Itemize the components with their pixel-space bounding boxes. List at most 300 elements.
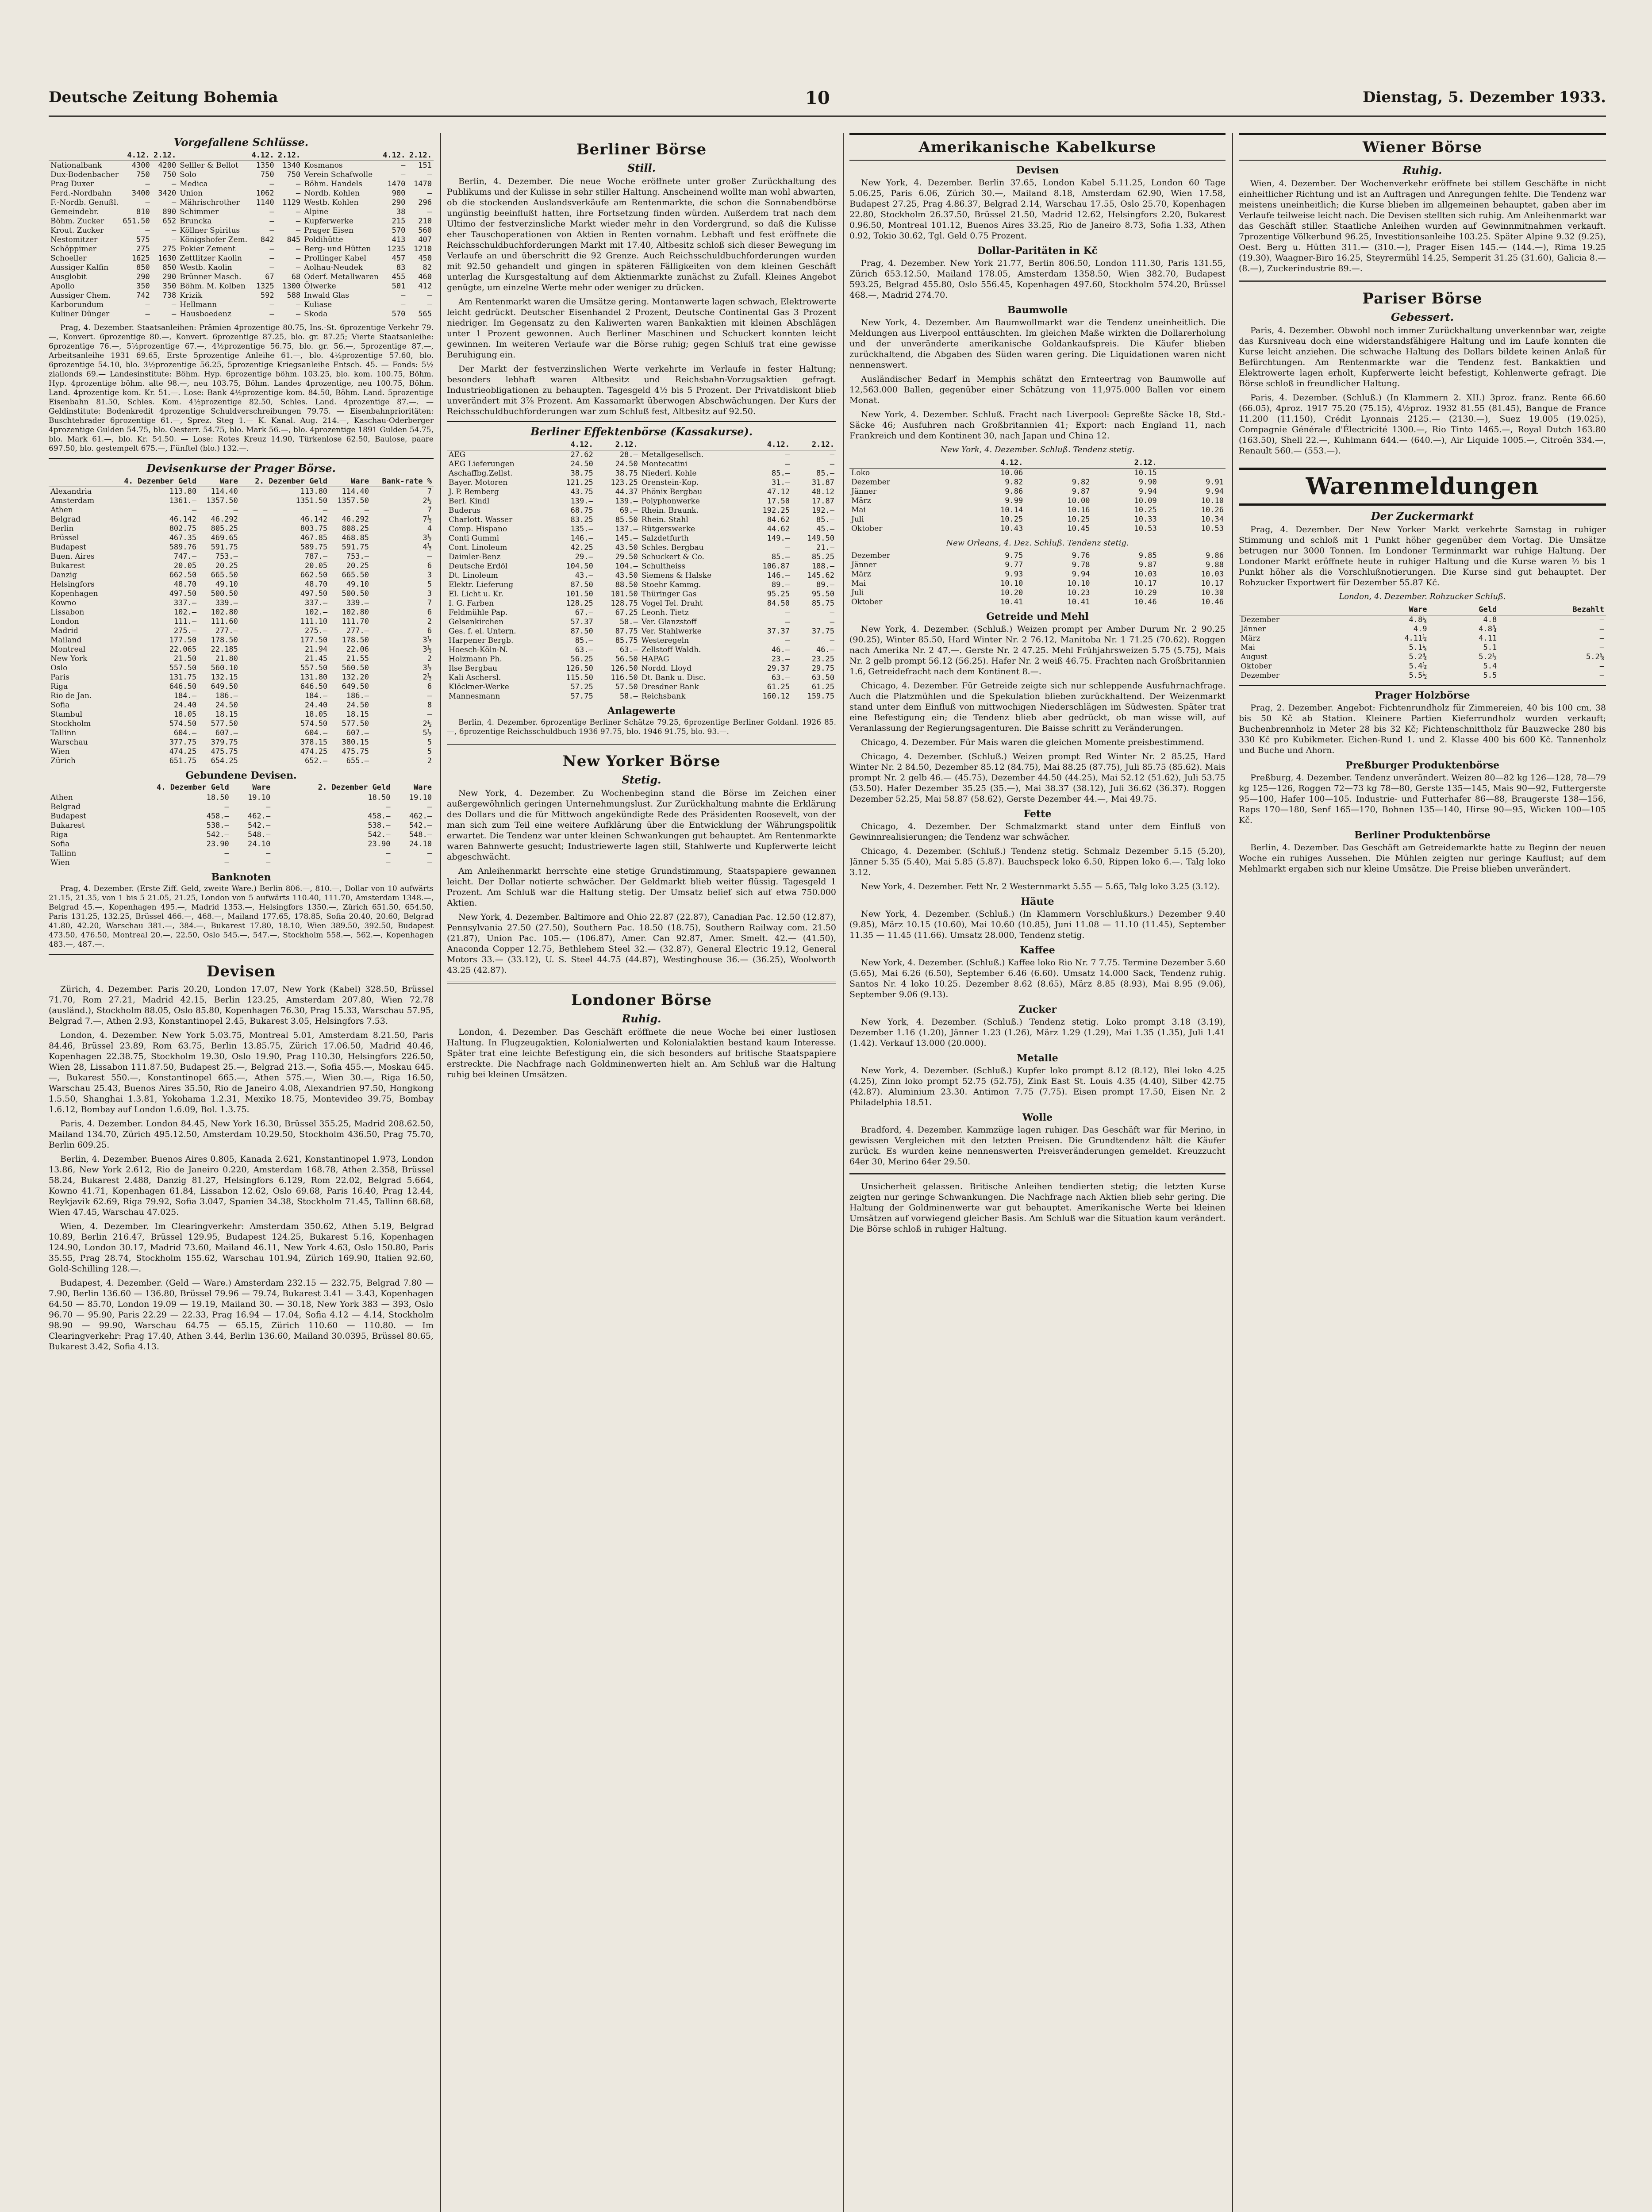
table-cell: 9.94 xyxy=(1072,570,1090,579)
table-cell: Kuliase xyxy=(304,300,332,309)
table-cell: Schultheiss xyxy=(641,562,685,571)
table-row xyxy=(849,524,1226,534)
table-cell: 10.20 xyxy=(1000,588,1023,597)
section-heading: Wolle xyxy=(1022,1112,1053,1123)
table-cell: Helsingfors xyxy=(50,580,95,589)
table-cell: Orenstein-Kop. xyxy=(641,478,699,487)
table-cell: 742 xyxy=(136,291,150,300)
table-cell: Skoda xyxy=(304,310,328,319)
table-cell: 95.50 xyxy=(811,590,834,599)
table-cell: 10.26 xyxy=(1201,506,1224,515)
table-cell: Elektr. Lieferung xyxy=(449,580,514,589)
table-cell: — xyxy=(269,245,274,253)
table-cell: 10.16 xyxy=(1067,506,1090,515)
table-cell: London xyxy=(50,617,79,626)
table-row xyxy=(49,617,434,626)
table-cell: — xyxy=(427,207,432,216)
table-cell: 380.15 xyxy=(342,738,369,747)
table-row xyxy=(849,478,1226,487)
table-cell: 577.50 xyxy=(342,719,369,728)
table-cell: 1470 xyxy=(414,180,432,188)
table-row xyxy=(447,525,836,534)
table-cell: 5.2⅝ xyxy=(1586,653,1604,661)
table-cell: — xyxy=(269,254,274,263)
table-header xyxy=(1239,605,1606,615)
column-header: Ware xyxy=(392,783,434,793)
table-cell: 10.33 xyxy=(1134,515,1157,524)
table-cell xyxy=(1429,615,1439,625)
table-cell: 665.50 xyxy=(211,571,238,580)
table-cell xyxy=(1498,625,1508,634)
table-cell: 592 xyxy=(260,291,274,300)
table-cell: Reichsbank xyxy=(641,692,686,701)
table-cell: 128.25 xyxy=(566,599,593,608)
table-cell: 296 xyxy=(418,198,432,207)
table-cell: Juli xyxy=(851,588,864,597)
column-header xyxy=(1025,458,1091,469)
table-header xyxy=(447,440,836,450)
table-cell: 652 xyxy=(162,217,177,226)
table-cell: Ausglobit xyxy=(50,273,87,281)
table-cell xyxy=(1498,615,1508,625)
table-cell: 5.2¾ xyxy=(1409,653,1427,661)
table-cell: Polyphonwerke xyxy=(641,497,700,506)
table-cell: 9.91 xyxy=(1206,478,1224,487)
table-cell: 89.— xyxy=(772,580,790,589)
column-header xyxy=(302,150,381,161)
table-cell: 87.75 xyxy=(615,627,638,636)
table-cell: Oktober xyxy=(1241,662,1272,671)
table-cell: 104.50 xyxy=(566,562,593,571)
article-text: Prag, 2. Dezember. Angebot: Fichtenrundholz für Zimmereien, 40 bis 100 cm, 38 bis 50 Kč ab Station. Kleinere Partien Kieferrundholz wurden verkauft; Buchenbrennholz in Meter 28 bis 32 Kč; Fichtenschnittholz für Bauzwecke 280 bis 330 Kč pro Kubikmeter. Eichen-Rund 1. und 2. Klasse 400 bis 600 Kč. Tannenholz und Buche und Ahorn. xyxy=(1239,703,1606,755)
section-subheading: Still. xyxy=(627,161,656,174)
column-header: Bezahlt xyxy=(1508,605,1606,615)
table-cell: 137.— xyxy=(615,525,638,534)
table-row xyxy=(49,636,434,645)
table-cell: Mailand xyxy=(50,636,82,645)
table-caption: London, 4. Dezember. Rohzucker Schluß. xyxy=(1339,592,1506,601)
page-number: 10 xyxy=(805,88,830,108)
table-cell: El. Licht u. Kr. xyxy=(449,590,504,599)
section-heading: Berliner Börse xyxy=(576,141,707,158)
table-row xyxy=(447,599,836,608)
divider xyxy=(447,421,836,422)
table-cell: 10.34 xyxy=(1201,515,1224,524)
table-cell: — xyxy=(233,506,238,515)
section-subheading: Gebessert. xyxy=(1391,311,1454,323)
table-cell: Nordd. Lloyd xyxy=(641,664,692,673)
table-cell: Stockholm xyxy=(50,719,91,728)
table-cell: — xyxy=(1599,615,1604,624)
table-cell: Deutsche Erdöl xyxy=(449,562,508,571)
issue-date: Dienstag, 5. Dezember 1933. xyxy=(1362,88,1606,106)
table-cell: 542.— xyxy=(409,821,432,830)
table-cell: 24.50 xyxy=(346,701,369,710)
table-cell: 10.25 xyxy=(1000,515,1023,524)
table-cell: 890 xyxy=(162,207,177,216)
table-row xyxy=(1239,662,1606,671)
table-cell: 651.50 xyxy=(123,217,150,226)
table-cell: Stambul xyxy=(50,710,83,719)
table-cell: 10.41 xyxy=(1067,598,1090,607)
table-cell: 652.— xyxy=(304,757,328,765)
table-cell: 1625 xyxy=(131,254,150,263)
table-cell: — xyxy=(323,506,328,515)
table-row xyxy=(49,654,434,664)
table-cell: 56.25 xyxy=(570,655,593,664)
table-cell: 9.86 xyxy=(1005,487,1023,496)
column-header xyxy=(1159,458,1226,469)
article-text: New York, 4. Dezember. Berlin 37.65, London Kabel 5.11.25, London 60 Tage 5.06.25, Paris 6.06, Zürich 30.—, Mailand 8.18, Amsterdam 62.90, Wien 17.58, Budapest 27.25, Prag 4.86.37, Belgrad 2.14, Warschau 17.55, Oslo 25.70, Kopenhagen 22.80, Stockholm 26.37.50, Brüssel 21.50, Madrid 12.62, Helsingfors 2.20, Bukarest 0.96.50, Montreal 101.12, Buenos Aires 33.25, Rio de Janeiro 8.73, Sofia 1.33, Athen 0.92, Tokio 30.62, Tgl. Geld 0.75 Prozent. xyxy=(849,178,1226,241)
table-cell: — xyxy=(269,300,274,309)
column-header: 2.12. xyxy=(407,150,434,161)
table-cell: Leonh. Tietz xyxy=(641,608,689,617)
column-header: 2.12. xyxy=(1092,458,1159,469)
table-row xyxy=(49,738,434,747)
table-cell: 604.— xyxy=(304,729,328,737)
table-cell: 1350 xyxy=(256,161,274,170)
table-header xyxy=(49,476,434,487)
table-cell: 455 xyxy=(392,273,406,281)
table-cell: 128.75 xyxy=(611,599,638,608)
table-cell: 21.80 xyxy=(215,654,238,663)
table-cell: 132.15 xyxy=(211,673,238,682)
article-paragraph: Zürich, 4. Dezember. Paris 20.20, London 17.07, New York (Kabel) 328.50, Brüssel 71.70, Rom 27.21, Madrid 42.15, Berlin 123.25, Amsterdam 207.80, Wien 72.78 (ausländ.), Stockholm 88.05, Oslo 85.80, Kopenhagen 76.30, Prag 15.33, Warschau 57.95, Belgrad 7.—, Athen 2.93, Konstantinopel 2.45, Bukarest 3.05, Helsingfors 7.53. xyxy=(49,984,434,1026)
table-cell: 192.25 xyxy=(762,506,790,515)
article-paragraph: Chicago, 4. Dezember. (Schluß.) Weizen prompt Red Winter Nr. 2 85.25, Hard Winter Nr. 2 84.50, Dezember 85.12 (84.75), Mai 88.25 (87.75), Juli 85.75 (85.62). Mais prompt Nr. 2 gelb 46.— (45.75), Dezember 44.50 (44.25), Mai 52.12 (51.62), Juli 53.75 (53.50). Hafer Dezember 35.25 (35.—), Mai 38.37 (38.12), Juli 36.62 (36.37). Roggen Dezember 52.25, Mai 58.87 (58.62), Gerste Dezember 44.—, Mai 49.75. xyxy=(849,752,1226,804)
table-cell: Holzmann Ph. xyxy=(449,655,502,664)
cotton-table xyxy=(849,458,1226,534)
table-cell: 87.50 xyxy=(570,627,593,636)
table-cell: 159.75 xyxy=(807,692,834,701)
column-2 xyxy=(447,133,836,2212)
article-paragraph: London, 4. Dezember. New York 5.03.75, Montreal 5.01, Amsterdam 8.21.50, Paris 84.46, Brüssel 23.89, Rom 63.75, Berlin 13.85.75, Zürich 17.06.50, Madrid 40.46, Kopenhagen 22.38.75, Stockholm 19.30, Oslo 19.90, Prag 110.30, Helsingfors 226.50, Wien 28, Lissabon 111.87.50, Budapest 25.—, Belgrad 213.—, Sofia 455.—, Moskau 645.—, Bukarest 550.—, Konstantinopel 665.—, Athen 575.—, Wien 30.—, Riga 16.50, Warschau 25.43, Buenos Aires 35.50, Rio de Janeiro 4.08, Alexandrien 97.50, Hongkong 1.5.50, Shanghai 1.3.81, Yokohama 1.2.31, Mexiko 18.75, Montevideo 39.75, Bombay 1.6.12, Bombay auf London 1.6.09, Bol. 1.3.75. xyxy=(49,1030,434,1114)
column-header: 2. Dezember Geld xyxy=(240,476,329,487)
table-cell: 18.05 xyxy=(304,710,328,719)
table-cell: 560.50 xyxy=(342,664,369,672)
table-cell: 9.75 xyxy=(1005,551,1023,560)
table-cell: 5.5½ xyxy=(1409,671,1427,680)
divider xyxy=(49,458,434,459)
table-cell: 111.— xyxy=(173,617,197,626)
table-row xyxy=(447,543,836,553)
table-cell: 574.50 xyxy=(300,719,328,728)
table-cell: 10.09 xyxy=(1134,496,1157,505)
table-cell: 85.— xyxy=(575,636,593,645)
column-header: 4.12. xyxy=(958,458,1025,469)
table-cell: 149.50 xyxy=(807,534,834,543)
table-cell: 337.— xyxy=(173,599,197,607)
table-cell: Pokier Zement xyxy=(180,245,236,253)
table-cell: — xyxy=(785,543,790,552)
securities-table xyxy=(447,440,836,701)
table-cell: 4.11 xyxy=(1479,634,1497,643)
section-subheading: Ruhig. xyxy=(622,1012,661,1025)
table-row xyxy=(849,588,1226,598)
table-row xyxy=(447,571,836,580)
table-cell: — xyxy=(401,300,406,309)
table-cell: — xyxy=(427,189,432,198)
section-heading: Prager Holzbörse xyxy=(1375,690,1470,701)
table-row xyxy=(447,608,836,618)
table-cell: — xyxy=(364,506,369,515)
article-text: New York, 4. Dezember. (Schluß.) Kupfer loko prompt 8.12 (8.12), Blei loko 4.25 (4.25), Zinn loko prompt 52.75 (52.75), Zink East St. Louis 4.35 (4.40), Silber 42.75 (42.87). Aluminium 23.30. Antimon 7.75 (7.75). Eisen prompt 17.50, Eisen Nr. 2 Philadelphia 18.51. xyxy=(849,1066,1226,1107)
table-cell: 750 xyxy=(136,170,150,179)
table-cell: Ölwerke xyxy=(304,282,336,291)
table-row xyxy=(447,478,836,488)
table-cell: 5.4 xyxy=(1483,662,1497,671)
table-cell: Thüringer Gas xyxy=(641,590,697,599)
column-header: 4.12. xyxy=(121,150,152,161)
section-heading: Metalle xyxy=(1017,1052,1058,1064)
table-cell: 43.— xyxy=(575,571,593,580)
table-cell: 588 xyxy=(287,291,301,300)
table-cell: 89.— xyxy=(816,580,834,589)
table-cell: 27.62 xyxy=(570,450,593,459)
table-cell: 19.10 xyxy=(248,793,271,802)
table-cell: 68.75 xyxy=(570,506,593,515)
table-cell: Apollo xyxy=(50,282,75,291)
table-cell: 21.55 xyxy=(346,654,369,663)
table-cell: 850 xyxy=(136,263,150,272)
table-cell: 462.— xyxy=(248,812,271,821)
table-cell: 149.— xyxy=(767,534,790,543)
table-cell: 57.75 xyxy=(570,692,593,701)
table-cell: 810 xyxy=(136,207,150,216)
table-cell: — xyxy=(296,310,301,319)
table-cell: Oktober xyxy=(851,524,883,533)
table-cell: — xyxy=(145,300,150,309)
table-cell: 23.— xyxy=(772,655,790,664)
table-cell: 5½ xyxy=(423,729,432,737)
table-cell: 413 xyxy=(392,235,406,244)
table-cell: 111.60 xyxy=(211,617,238,626)
table-cell: Königshofer Zem. xyxy=(180,235,248,244)
article-paragraph: Berlin, 4. Dezember. Buenos Aires 0.805, Kanada 2.621, Konstantinopel 1.973, London 13.86, New York 2.612, Rio de Janeiro 0.220, Amsterdam 168.78, Athen 2.358, Brüssel 58.24, Bukarest 2.488, Danzig 81.27, Helsingfors 6.129, Rom 22.02, Belgrad 5.664, Kowno 41.71, Kopenhagen 61.84, Lissabon 12.62, Oslo 69.68, Paris 16.40, Prag 12.44, Reykjavik 62.69, Riga 79.92, Sofia 3.047, Spanien 34.38, Stockholm 71.45, Tallinn 68.68, Wien 47.45, Warschau 47.025. xyxy=(49,1154,434,1217)
article-paragraph: Chicago, 4. Dezember. Für Getreide zeigte sich nur schleppende Ausfuhrnachfrage. Auch die Platzmühlen und die Spekulation blieben zurückhaltend. Der Weizenmarkt stand unter dem Einfluß von mittwochigen Niederschlägen im Südwesten. Später trat eine Befestigung ein; die Tendenz blieb aber gedrückt, ob man wisse will, auf Veranlassung der Regierungsagenturen. Die Baisse schritt zu Veränderungen. xyxy=(849,681,1226,733)
table-cell: Prollinger Kabel xyxy=(304,254,366,263)
section-heading: Getreide und Mehl xyxy=(986,611,1089,622)
table-cell: 3420 xyxy=(158,189,177,198)
table-cell: 84.50 xyxy=(767,599,790,608)
table-cell: Wien xyxy=(50,747,70,756)
table-cell: 23.90 xyxy=(206,840,229,849)
table-cell: 9.93 xyxy=(1005,570,1023,579)
column-header xyxy=(447,440,550,450)
table-row xyxy=(49,273,434,282)
table-cell: Nordb. Kohlen xyxy=(304,189,360,198)
table-cell: 43.75 xyxy=(570,488,593,496)
table-cell: — xyxy=(224,849,229,858)
table-cell: Belgrad xyxy=(50,515,81,524)
column-header: Ware xyxy=(198,476,240,487)
divider xyxy=(447,743,836,745)
table-row xyxy=(849,561,1226,570)
table-cell: — xyxy=(296,226,301,235)
table-cell: Budapest xyxy=(50,543,86,552)
table-cell: 5 xyxy=(427,747,432,756)
table-cell: 145.62 xyxy=(807,571,834,580)
article-paragraph: New York, 4. Dezember. (Schluß.) Weizen prompt per Amber Durum Nr. 2 90.25 (90.25), Winter 85.50, Hard Winter Nr. 2 76.12, Manitoba Nr. 1 71.25 (70.62). Roggen nach Amerika Nr. 2 47.—. Gerste Nr. 2 47.25. Mehl Frühjahrsweizen 5.75 (5.75), Mais Nr. 2 gelb prompt 56.12 (56.25). Hafer Nr. 2 weiß 46.75. Frachten nach Großbritannien 1.6, Getreidefracht nach dem Kontinent 8.—. xyxy=(849,624,1226,676)
table-cell: März xyxy=(851,496,871,505)
table-cell: 9.82 xyxy=(1005,478,1023,487)
table-cell: 3½ xyxy=(423,645,432,654)
article-text: Prag, 4. Dezember. Staatsanleihen: Prämien 4prozentige 80.75, Ins.-St. 6prozentige Verkehr 79.—, Konvert. 6prozentige 80.—, Konvert. 6prozentige 87.25, blo. gr. 87.25; Vierte Staatsanleihe: 6prozentige 76.—, 5½prozentige 67.—, 4½prozentige 56.75, blo. gr. 56.—, 5prozentige 87.—, Arbeitsanleihe 1931 69.65, Erste 5prozentige Anleihe 61.—, blo. 4½prozentige 57.60, blo. 6prozentige 54.10, blo. 3½prozentige 56.25, 5prozentige Kriegsanleihe Entsch. 45. — Fonds: 5½ ziallonds 69.— Landesinstitute: Böhm. Hyp. 6prozentige böhm. 103.25, blo. kom. 100.75, Böhm. Hyp. 4prozentige böhm. alte 98.—, neu 103.75, Böhm. Landes 4prozentige, neu 100.75, Böhm. Land. 4prozentige kom. Kr. 51.—. Lose: Bank 4½prozentige kom. 84.50, Böhm. Land. 5prozentige Eisenbahn 81.50, Schles. Kom. 4½prozentige 82.50, Schles. Land. 4prozentige 87.—. — Geldinstitute: Bodenkredit 4prozentige Schuldverschreibungen 79.75. — Eisenbahnprioritäten: Buschtehrader 6prozentige 61.—, Sprez. Steg 1.— K. Kanal. Aug. 214.—, Kaschau-Oderberger 4prozentige Gulden 54.75, blo. Oesterr. 54.75, blo. Mark 56.—, blo. 4prozentige 1891 Gulden 54.75, blo. Mark 61.—, blo. Kr. 54.50. — Lose: Rotes Kreuz 14.90, Türkenlose 62.50, Baulose, paare 697.50, blo. gestempelt 675.—, Fünftel (blo.) 132.—. xyxy=(49,323,434,453)
table-cell: Niederl. Kohle xyxy=(641,469,697,478)
table-cell: 58.— xyxy=(619,692,638,701)
table-row xyxy=(49,496,434,506)
table-row xyxy=(49,282,434,291)
table-cell: Athen xyxy=(50,506,73,515)
table-cell: 10.23 xyxy=(1067,588,1090,597)
table-cell: Riga xyxy=(50,682,68,691)
table-row xyxy=(49,180,434,189)
table-cell: 21.94 xyxy=(304,645,328,654)
table-cell: 542.— xyxy=(248,821,271,830)
table-cell: — xyxy=(269,310,274,319)
table-cell: Conti Gummi xyxy=(449,534,499,543)
table-cell: 10.14 xyxy=(1000,506,1023,515)
section-heading: Anlagewerte xyxy=(607,705,676,717)
table-cell: 10.17 xyxy=(1134,579,1157,588)
section-heading: Berliner Produktenbörse xyxy=(1354,830,1491,841)
table-cell: — xyxy=(296,254,301,263)
table-cell: — xyxy=(830,618,834,626)
table-cell: 19.10 xyxy=(409,793,432,802)
table-cell: 557.50 xyxy=(169,664,197,672)
table-cell: — xyxy=(1599,662,1604,671)
table-cell: 85.75 xyxy=(615,636,638,645)
table-cell: 121.25 xyxy=(566,478,593,487)
divider xyxy=(849,1173,1226,1175)
table-row xyxy=(849,487,1226,496)
table-cell: 275.— xyxy=(173,626,197,635)
table-cell: 9.90 xyxy=(1138,478,1157,487)
table-cell: — xyxy=(171,198,177,207)
table-cell: 1357.50 xyxy=(337,496,369,505)
article-text: Preßburg, 4. Dezember. Tendenz unverändert. Weizen 80—82 kg 126—128, 78—79 kg 125—126, Roggen 72—73 kg 78—80, Gerste 135—145, Mais 90—92, Futtergerste 95—100, Hafer 100—105. Industrie- und Futterhafer 86—88, Braugerste 138—156, Raps 170—180, Senf 165—170, Bohnen 135—140, Hirse 90—95, Wicken 100—105 Kč. xyxy=(1239,773,1606,825)
table-cell: Dezember xyxy=(851,551,890,560)
table-cell: 379.75 xyxy=(211,738,238,747)
table-cell: 4.11¼ xyxy=(1404,634,1427,643)
table-row xyxy=(49,487,434,497)
table-cell: 845 xyxy=(287,235,301,244)
table-row xyxy=(49,599,434,608)
table-cell: Salzdetfurth xyxy=(641,534,689,543)
table-cell: 2½ xyxy=(423,496,432,505)
section-subheading: Stetig. xyxy=(622,773,661,786)
table-cell xyxy=(1025,469,1091,478)
table-cell: Bruncka xyxy=(180,217,212,226)
table-cell: 44.62 xyxy=(767,525,790,534)
table-cell: Ges. f. el. Untern. xyxy=(449,627,516,636)
table-row xyxy=(447,618,836,627)
table-cell: — xyxy=(269,217,274,226)
table-cell: 82 xyxy=(423,263,432,272)
table-cell: Jänner xyxy=(1241,625,1266,634)
table-cell: 24.10 xyxy=(409,840,432,849)
article-text: Berlin, 4. Dezember. Das Geschäft am Getreidemarkte hatte zu Beginn der neuen Woche ein ruhiges Aussehen. Die Mühlen zeigten nur geringe Kauflust; auf dem Mehlmarkt ergaben sich nur kleine Umsätze. Die Preise blieben unverändert. xyxy=(1239,843,1606,874)
article-paragraph: Paris, 4. Dezember. Obwohl noch immer Zurückhaltung unverkennbar war, zeigte das Kursniveau doch eine widerstandsfähigere Haltung und im Laufe konnten die Kurse leicht anziehen. Die schwache Haltung des Dollars bildete keinen Anlaß für Befürchtungen. Am Rentenmarkte war die Tendenz fest. Bankaktien und Elektrowerte lagen erholt, Kupferwerte leicht befestigt, Kohlenwerte gefragt. Die Börse schloß in freundlicher Haltung. xyxy=(1239,326,1606,388)
table-cell: Rütgerswerke xyxy=(641,525,695,534)
table-cell: Montreal xyxy=(50,645,86,654)
table-cell: 787.— xyxy=(304,552,328,561)
table-cell: 277.— xyxy=(346,626,369,635)
table-cell: 3½ xyxy=(423,534,432,542)
table-cell: 450 xyxy=(418,254,432,263)
table-cell: 474.25 xyxy=(169,747,197,756)
table-cell: 9.94 xyxy=(1138,487,1157,496)
table-cell: — xyxy=(224,858,229,867)
table-cell: 570 xyxy=(392,310,406,319)
table-cell: 575 xyxy=(136,235,150,244)
table-cell: 646.50 xyxy=(169,682,197,691)
table-cell: 44.37 xyxy=(615,488,638,496)
article-paragraph: Berlin, 4. Dezember. Die neue Woche eröffnete unter großer Zurückhaltung des Publikums und der Kulisse in sehr stiller Haltung. Anscheinend wollte man wohl abwarten, ob die stockenden Auslandsverkäufe am Rentenmarkte, die schon die Sonnabendbörse ungünstig beeinflußt hatten, ihre Fortsetzung finden würden. Außerdem trat nach dem Ultimo der festverzinsliche Markt wieder mehr in den Vordergrund, so daß die Kulisse eher Tauschoperationen von Aktien in Renten vornahm. Lebhaft und fest eröffnete die Reichsschuldbuchforderungen Markt mit 17.40, Altbesitz schloß sich dieser Bewegung im Verlaufe an und überschritt die 92 Grenze. Auch Reichsschuldbuchforderungen wurden mit 92.50 gehandelt und gingen in späteren Fälligkeiten von dem kleinen Geschäft unterlag die Kursgestaltung auf dem Aktienmarkte zunächst zu Zufall. Kleines Angebot genügte, um einzelne Werte mehr oder weniger zu drücken. xyxy=(447,177,836,292)
section-heading: Fette xyxy=(1023,808,1052,820)
table-cell: 63.— xyxy=(575,645,593,654)
table-cell: 8 xyxy=(427,701,432,710)
table-cell: 4.9 xyxy=(1413,625,1427,634)
table-row xyxy=(49,217,434,226)
table-cell: 46.— xyxy=(772,645,790,654)
table-row xyxy=(1239,653,1606,662)
table-cell: — xyxy=(401,291,406,300)
table-cell: 63.— xyxy=(619,645,638,654)
table-cell: 10.15 xyxy=(1134,469,1157,477)
table-cell: Kuliner Dünger xyxy=(50,310,110,319)
table-cell: Dt. Linoleum xyxy=(449,571,498,580)
table-row xyxy=(49,821,434,830)
column-header xyxy=(49,783,111,793)
table-cell: Kowno xyxy=(50,599,77,607)
table-cell: 84.62 xyxy=(767,515,790,524)
table-cell: 63.50 xyxy=(811,673,834,682)
section-heading: Zucker xyxy=(1018,1004,1057,1015)
table-cell: 10.45 xyxy=(1067,524,1090,533)
article-text: New York, 4. Dezember. (Schluß.) (In Klammern Vorschlußkurs.) Dezember 9.40 (9.85), März 10.15 (10.60), Mai 10.60 (10.85), Juni 11.08 — 11.10 (11.45), September 11.35 — 11.45 (11.66). Umsatz 28.000, Tendenz stetig. xyxy=(849,909,1226,940)
table-cell: 9.87 xyxy=(1138,561,1157,569)
table-cell: — xyxy=(296,207,301,216)
table-row xyxy=(447,627,836,636)
table-cell: 850 xyxy=(162,263,177,272)
table-cell: Gemeindebr. xyxy=(50,207,99,216)
table-cell: Athen xyxy=(50,793,73,802)
table-cell: Rio de Jan. xyxy=(50,691,92,700)
table-header xyxy=(849,458,1226,469)
table-cell: Aschaffbg.Zellst. xyxy=(449,469,513,478)
section-heading: Londoner Börse xyxy=(571,991,712,1009)
table-row xyxy=(447,645,836,655)
table-cell: 5.5 xyxy=(1483,671,1497,680)
section-subheading: Devisen xyxy=(1016,165,1059,176)
table-cell: 458.— xyxy=(368,812,391,821)
article-text: Wien, 4. Dezember. Der Wochenverkehr eröffnete bei stillem Geschäfte in nicht einheitlicher Richtung und ist an Auftragen und Anregungen fehlte. Die Tendenz war meistens uneinheitlich; die Kurse blieben im allgemeinen behauptet, gaben aber im Verlaufe teilweise leicht nach. Die Devisen stellten sich ruhig. Am Anleihenmarkt war das Geschäft stiller. Staatliche Anleihen wurden auf Gewinnmitnahmen verkauft. 7prozentige Völkerbund 96.25, Investitionsanleihe 103.25. Später Alpine 9.32 (9.25), Oest. Berg u. Hütten 311.— (310.—), Prager Eisen 145.— (144.—), Rima 19.25 (19.30), Waagner-Biro 16.25, Steyrermühl 14.25, Semperit 31.25 (31.60), Galicia 8.— (8.—), Zuckerindustrie 89.—. xyxy=(1239,179,1606,273)
column-header: 4. Dezember Geld xyxy=(111,783,231,793)
table-cell: 339.— xyxy=(346,599,369,607)
table-row xyxy=(49,189,434,198)
table-cell: 56.50 xyxy=(615,655,638,664)
table-cell: 10.29 xyxy=(1134,588,1157,597)
table-row xyxy=(49,245,434,254)
table-cell: 738 xyxy=(162,291,177,300)
table-cell: 4300 xyxy=(131,161,150,170)
article-paragraph: New York, 4. Dezember. Fett Nr. 2 Westernmarkt 5.55 — 5.65, Talg loko 3.25 (3.12). xyxy=(861,882,1220,891)
table-row xyxy=(49,812,434,821)
table-cell: 57.37 xyxy=(570,618,593,626)
table-cell: 177.50 xyxy=(300,636,328,645)
table-cell: — xyxy=(296,189,301,198)
